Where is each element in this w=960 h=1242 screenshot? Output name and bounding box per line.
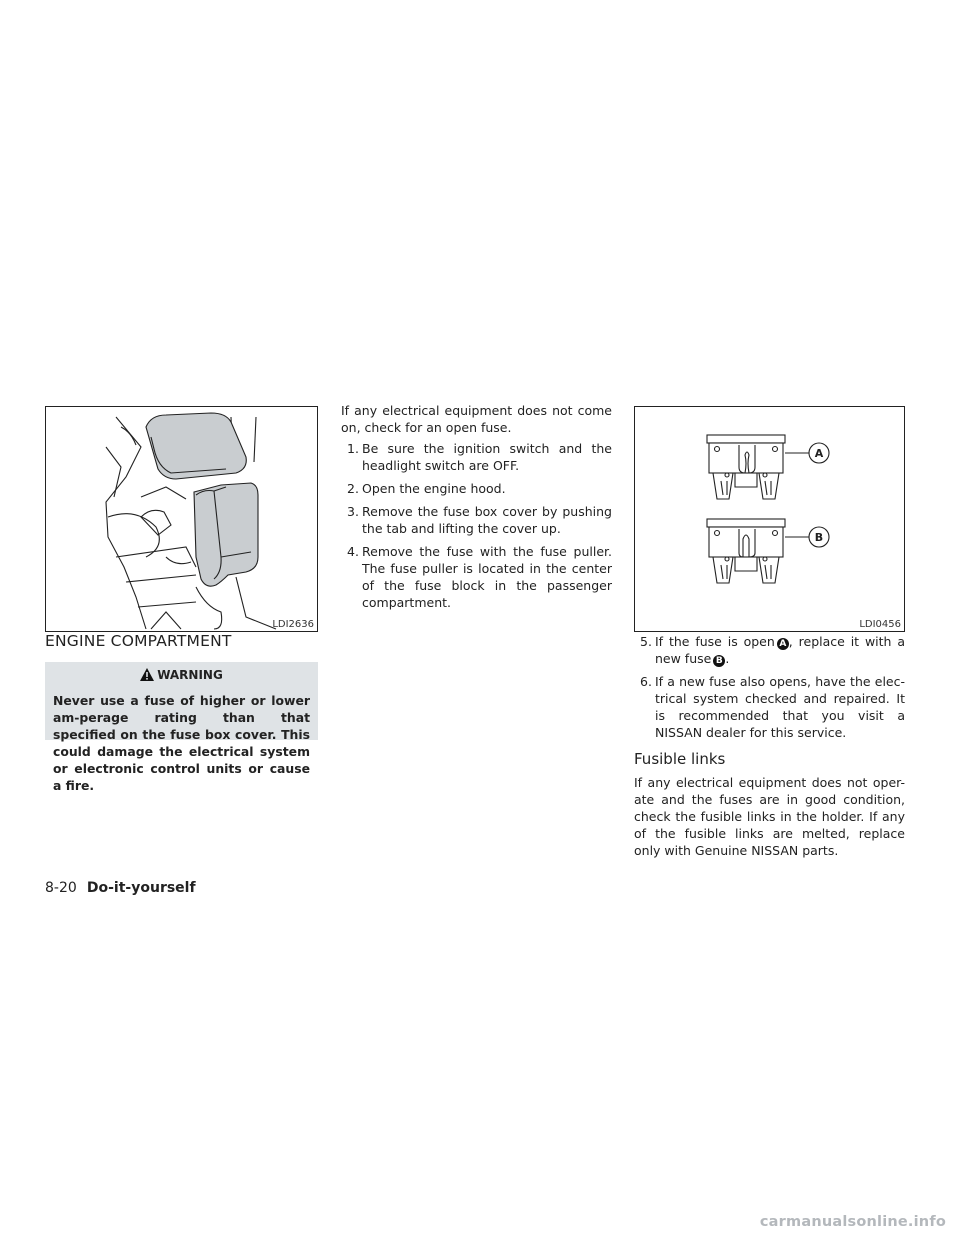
callout-a-icon: A bbox=[777, 638, 789, 650]
step-list bbox=[341, 440, 612, 611]
intro-paragraph: If any electrical equipment does not come on, check for an open fuse. bbox=[341, 403, 612, 435]
step-list-continued bbox=[634, 633, 905, 741]
chapter-title: Do-it-yourself bbox=[86, 880, 196, 896]
warning-triangle-icon bbox=[140, 668, 154, 684]
list-item: 3. Remove the fuse box cover by pushing the tab and lifting the cover up. bbox=[347, 504, 612, 536]
label-a: A bbox=[814, 447, 824, 460]
list-item: 2. Open the engine hood. bbox=[347, 481, 506, 496]
watermark: carmanualsonline.info bbox=[759, 1214, 946, 1230]
subsection-title: Fusible links bbox=[634, 750, 726, 768]
page-number: 8-20 bbox=[45, 880, 77, 896]
callout-b-icon: B bbox=[713, 655, 725, 667]
warning-title: WARNING bbox=[157, 668, 223, 682]
label-b: B bbox=[814, 531, 824, 544]
list-item: 4. Remove the fuse with the fuse puller. The fuse puller is located in the center of the fuse block in the passenger compartment. bbox=[347, 544, 612, 610]
figure-id-left: LDI2636 bbox=[272, 619, 314, 630]
list-item: 6. If a new fuse also opens, have the elec-trical system checked and repaired. It is recommended that you visit a NISSAN dealer for this service. bbox=[640, 674, 905, 740]
figure-fuse-condition bbox=[634, 406, 905, 632]
list-item: 5. If the fuse is open A , replace it with a new fuse B . bbox=[640, 634, 905, 666]
fuse-illustration bbox=[635, 407, 904, 631]
fusible-paragraph: If any electrical equipment does not oper-ate and the fuses are in good condition, check the fusible links in the holder. If any of the fusible links are melted, replace only with Genuine NISSAN parts. bbox=[634, 775, 905, 858]
figure-fuse-box-location bbox=[45, 406, 318, 632]
middle-column bbox=[341, 402, 612, 611]
page-footer bbox=[45, 877, 196, 896]
warning-text: Never use a fuse of higher or lower am-perage rating than that specified on the fuse box cover. This could damage the electrical system or electronic control units or cause a fire. bbox=[53, 693, 310, 793]
warning-box bbox=[45, 662, 318, 793]
right-column bbox=[634, 633, 905, 859]
figure-id-right: LDI0456 bbox=[859, 619, 901, 630]
engine-compartment-illustration bbox=[46, 407, 317, 631]
warning-heading bbox=[45, 662, 318, 684]
list-item: 1. Be sure the ignition switch and the headlight switch are OFF. bbox=[347, 441, 612, 473]
section-title: ENGINE COMPARTMENT bbox=[45, 632, 232, 650]
